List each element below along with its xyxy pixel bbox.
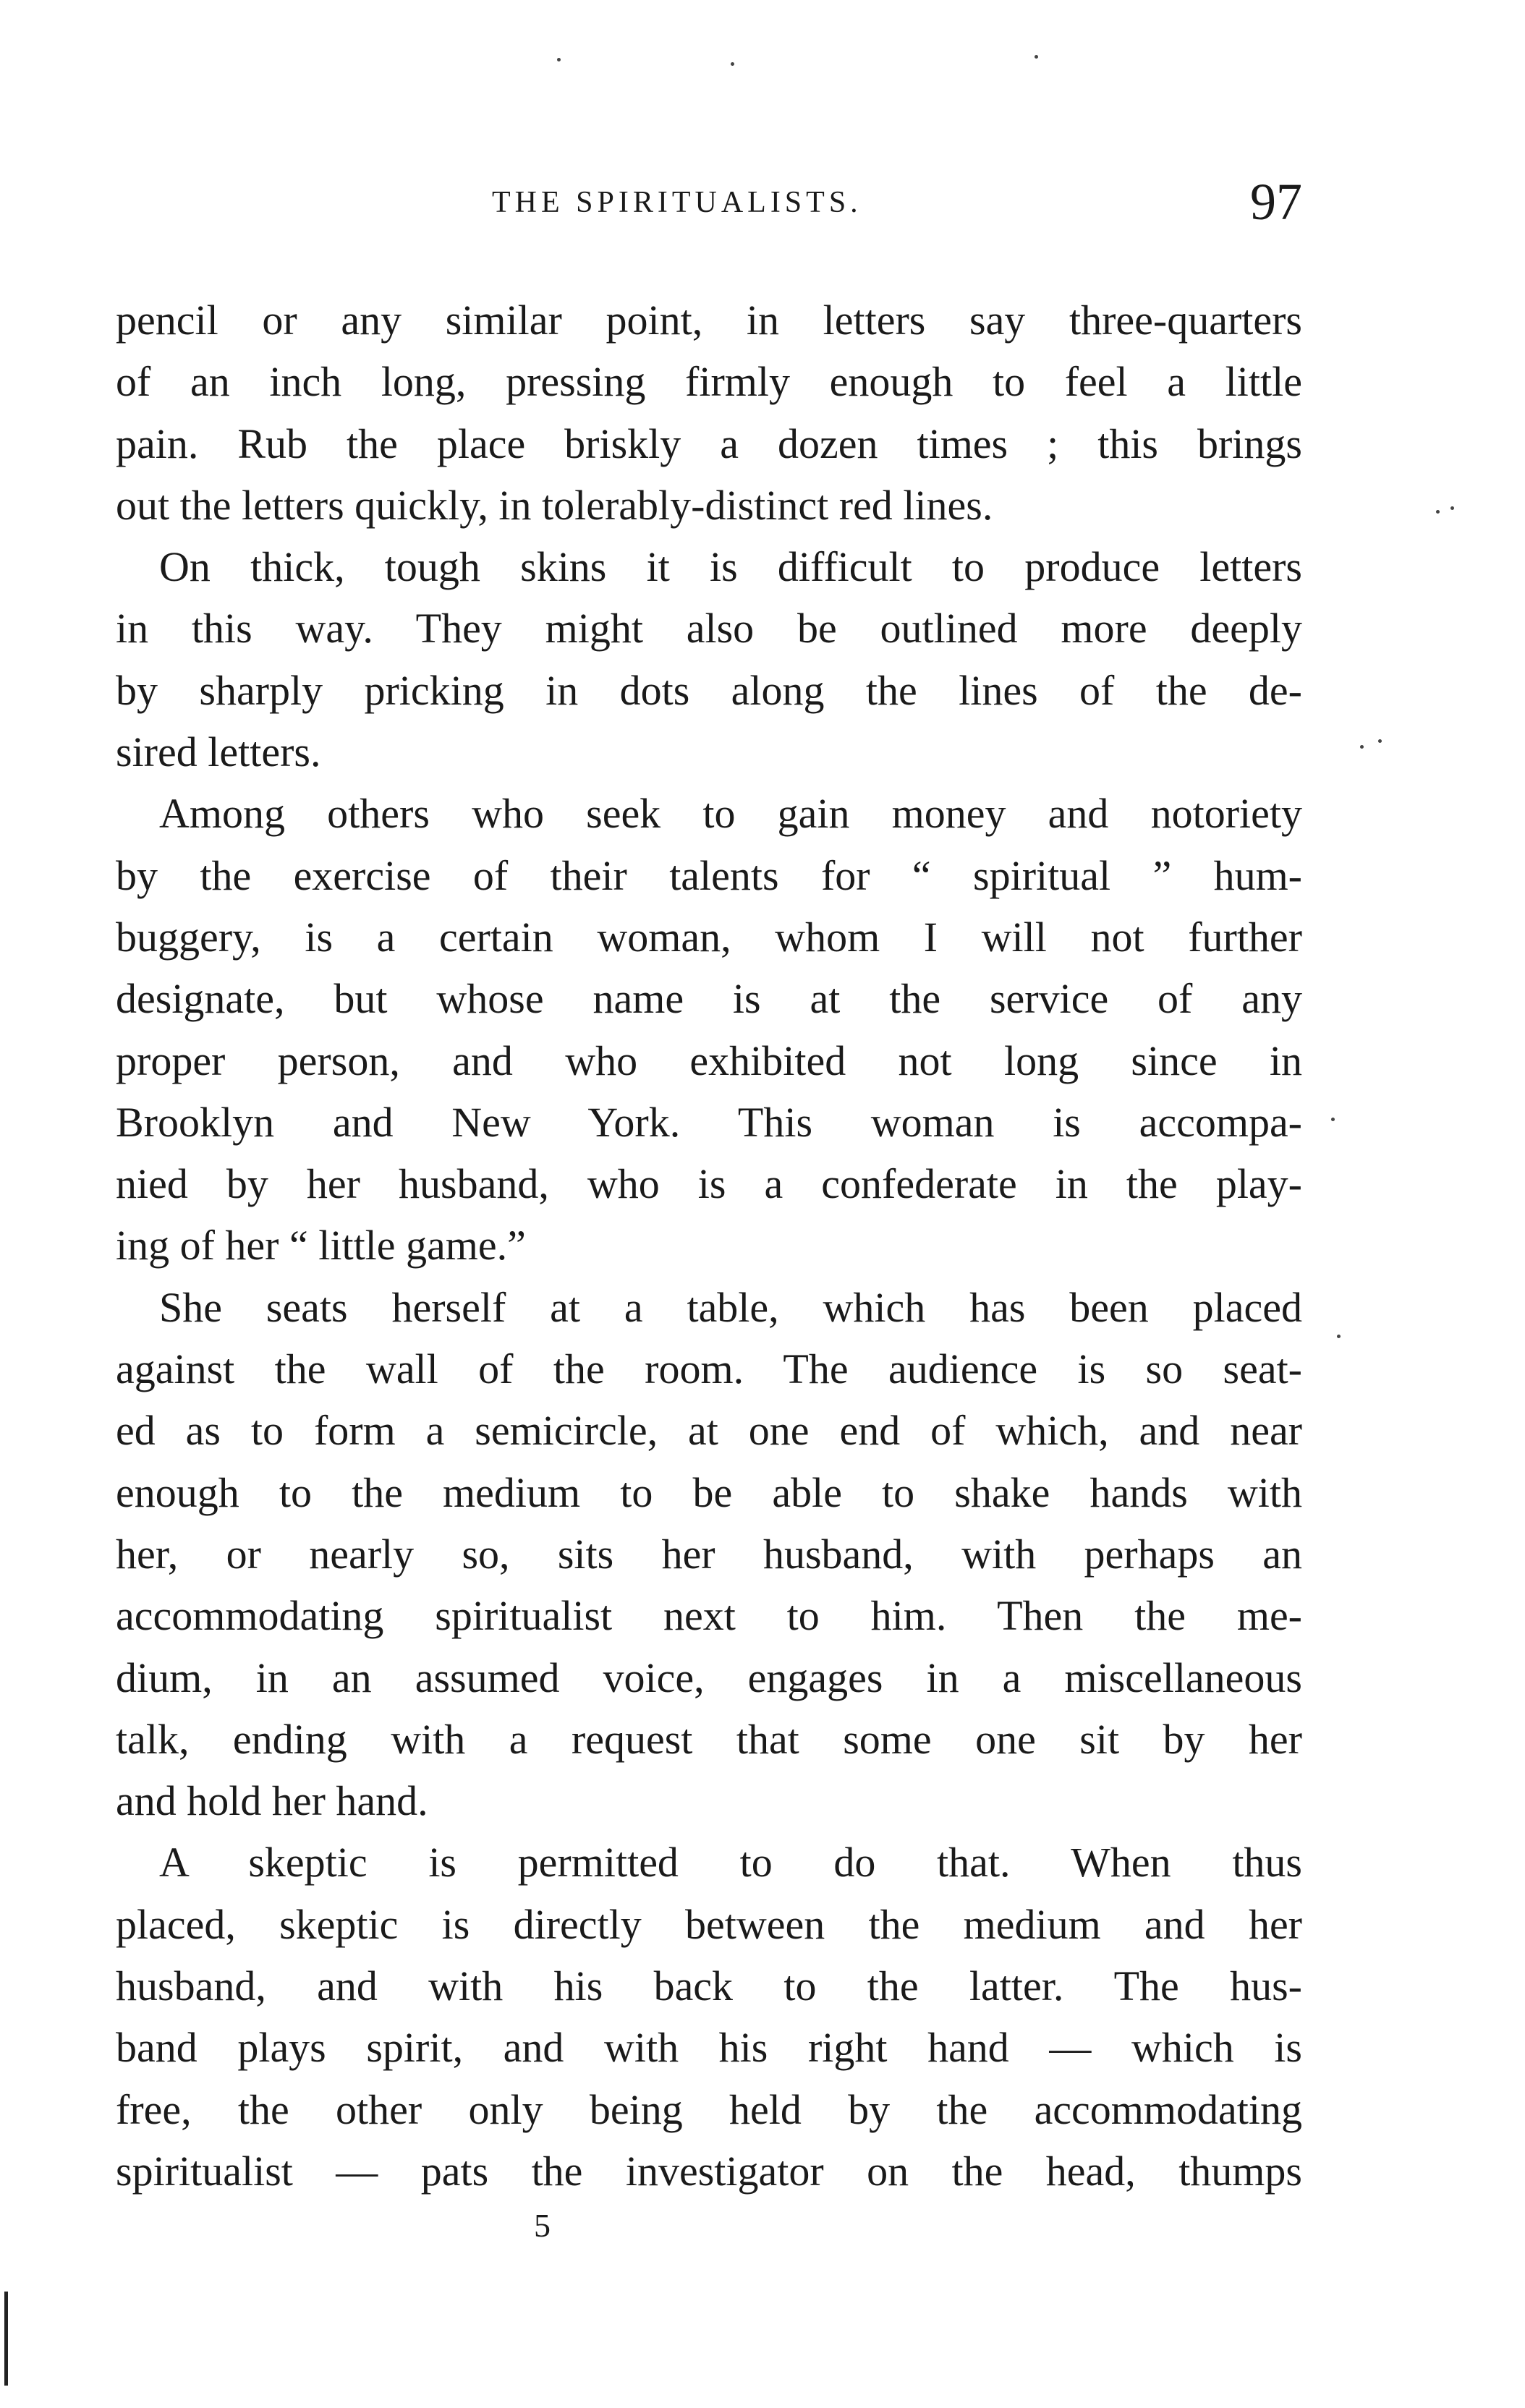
page-number: 97 — [1250, 173, 1302, 231]
scan-speck — [1035, 55, 1038, 59]
scan-speck — [1450, 506, 1454, 510]
text-line: band plays spirit, and with his right hand — which is — [116, 2024, 1302, 2072]
text-line: against the wall of the room. The audience is so seat- — [116, 1345, 1302, 1393]
text-line: spiritualist — pats the investigator on the head, thumps — [116, 2147, 1302, 2195]
text-line: buggery, is a certain woman, whom I will not further — [116, 913, 1302, 961]
scan-speck — [1337, 1335, 1341, 1338]
text-line: out the letters quickly, in tolerably-distinct red lines. — [116, 481, 993, 529]
text-line: sired letters. — [116, 728, 321, 776]
text-line: and hold her hand. — [116, 1777, 428, 1825]
text-line: husband, and with his back to the latter. The hus- — [116, 1962, 1302, 2010]
scan-speck — [731, 62, 734, 66]
text-line: accommodating spiritualist next to him. Then the me- — [116, 1592, 1302, 1640]
text-line: by sharply pricking in dots along the lines of the de- — [116, 666, 1302, 714]
text-line: free, the other only being held by the accommodating — [116, 2085, 1302, 2133]
signature-mark: 5 — [534, 2207, 551, 2244]
text-line: in this way. They might also be outlined more deeply — [116, 605, 1302, 652]
text-line: pencil or any similar point, in letters say three-quarters — [116, 297, 1302, 344]
scan-speck — [1331, 1118, 1335, 1121]
text-line: her, or nearly so, sits her husband, with perhaps an — [116, 1530, 1302, 1578]
text-line: by the exercise of their talents for “ spiritual ” hum- — [116, 851, 1302, 899]
text-line: She seats herself at a table, which has been placed — [159, 1283, 1302, 1331]
text-line: proper person, and who exhibited not long since in — [116, 1037, 1302, 1084]
scan-speck — [1378, 739, 1382, 743]
text-line: of an inch long, pressing firmly enough to feel a little — [116, 358, 1302, 406]
text-line: ing of her “ little game.” — [116, 1222, 526, 1269]
text-line: talk, ending with a request that some one sit by her — [116, 1715, 1302, 1763]
text-line: Among others who seek to gain money and notoriety — [159, 790, 1302, 838]
text-line: placed, skeptic is directly between the medium and her — [116, 1900, 1302, 1948]
scan-speck — [1436, 510, 1440, 514]
text-line: designate, but whose name is at the service of any — [116, 975, 1302, 1023]
text-line: nied by her husband, who is a confederate in the play- — [116, 1160, 1302, 1208]
body-text — [116, 289, 1302, 2202]
scan-speck — [1360, 745, 1364, 749]
running-head — [116, 172, 1302, 230]
text-line: On thick, tough skins it is difficult to produce letters — [159, 543, 1302, 591]
running-title: THE SPIRITUALISTS. — [492, 186, 862, 219]
text-line: enough to the medium to be able to shake hands with — [116, 1468, 1302, 1516]
scan-speck — [557, 58, 561, 61]
text-line: dium, in an assumed voice, engages in a miscellaneous — [116, 1654, 1302, 1701]
text-line: A skeptic is permitted to do that. When thus — [159, 1839, 1302, 1886]
text-line: ed as to form a semicircle, at one end of which, and near — [116, 1407, 1302, 1455]
text-line: pain. Rub the place briskly a dozen times ; this brings — [116, 420, 1302, 467]
text-line: Brooklyn and New York. This woman is accompa- — [116, 1098, 1302, 1146]
page-edge-mark — [4, 2292, 8, 2386]
